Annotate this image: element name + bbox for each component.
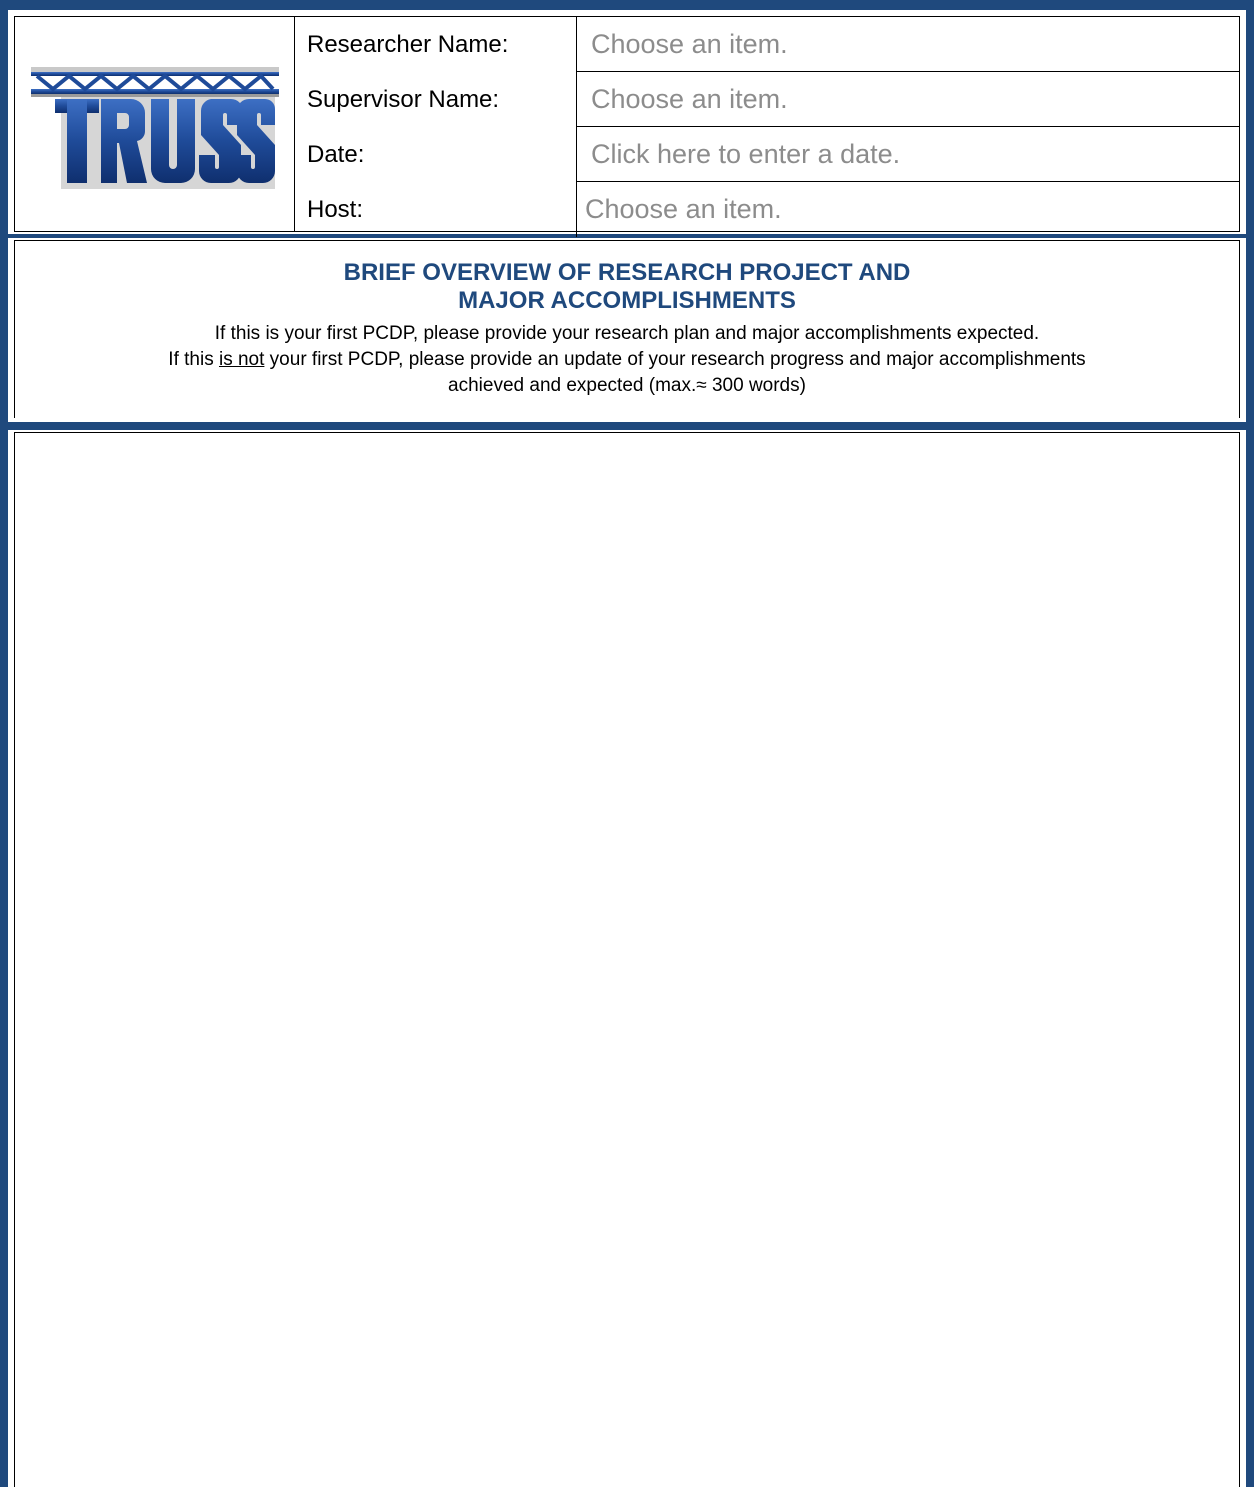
researcher-name-dropdown[interactable]: Choose an item. [577, 17, 1239, 72]
instruction-line1: If this is your first PCDP, please provide your research plan and major accomplishments expected. [214, 323, 1040, 344]
researcher-row [295, 17, 1239, 72]
overview-block [4, 238, 1250, 426]
body-block [4, 426, 1250, 1487]
supervisor-label: Supervisor Name: [295, 72, 577, 127]
supervisor-name-dropdown[interactable]: Choose an item. [577, 72, 1239, 127]
host-label: Host: [295, 182, 577, 237]
truss-logo-icon [31, 67, 279, 189]
date-picker[interactable]: Click here to enter a date. [577, 127, 1239, 182]
instruction-line2 [15, 347, 1239, 373]
overview-title-line2: MAJOR ACCOMPLISHMENTS [458, 287, 796, 314]
host-dropdown[interactable]: Choose an item. [585, 194, 782, 224]
date-label: Date: [295, 127, 577, 182]
host-row [295, 182, 1239, 237]
instruction-line2-post: your first PCDP, please provide an update of your research progress and major accomplishments [264, 349, 1086, 370]
header-block [4, 4, 1250, 238]
instruction-line3: achieved and expected (max.≈ 300 words) [448, 375, 806, 396]
header-fields [295, 17, 1239, 231]
overview-title-line1: BRIEF OVERVIEW OF RESEARCH PROJECT AND [343, 259, 911, 286]
logo-cell [15, 17, 295, 231]
date-row [295, 127, 1239, 182]
header-table [14, 16, 1240, 232]
researcher-label: Researcher Name: [295, 17, 577, 72]
overview-cell [14, 240, 1240, 418]
overview-text-area[interactable] [14, 432, 1240, 1487]
instruction-line2-pre: If this [168, 349, 219, 370]
supervisor-row [295, 72, 1239, 127]
instruction-underlined: is not [218, 349, 265, 370]
